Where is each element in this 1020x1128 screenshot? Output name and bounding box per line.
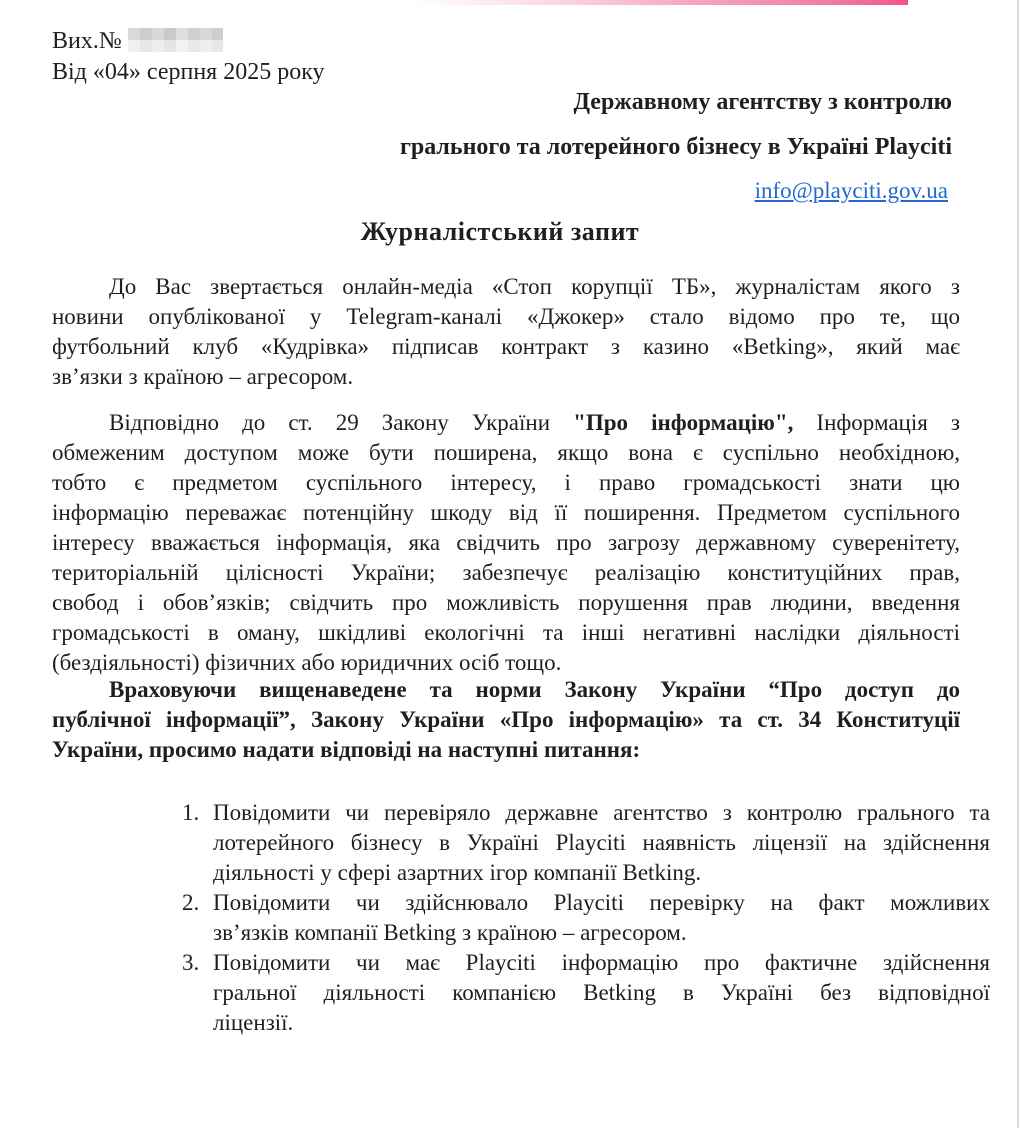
paragraph-law-first-line [52, 408, 960, 438]
question-text-2 [213, 888, 990, 948]
question-item-3 [182, 948, 990, 1038]
ref-number-line [52, 26, 223, 56]
text-line: гральної діяльності компанією Betking в Україні без відповідної [213, 980, 990, 1005]
question-number-1: 1. [182, 800, 200, 825]
text-line: України, просимо надати відповіді на наступні питання: [52, 737, 641, 762]
text-line: зв’язки з країною – агресором. [52, 364, 354, 389]
redacted-ref-number [128, 28, 223, 52]
question-text-3 [213, 948, 990, 1038]
text-line: територіальній цілісності України; забезпечує реалізацію конституційних прав, [52, 560, 960, 585]
text-line: діяльності у сфері азартних ігор компанії Betking. [213, 860, 702, 885]
text-line: інтересу вважається інформація, яка свідчить про загрозу державному суверенітету, [52, 530, 960, 555]
text-line: (бездіяльності) фізичних або юридичних осіб тощо. [52, 650, 562, 675]
question-item-2 [182, 888, 990, 948]
question-number-2: 2. [182, 890, 200, 915]
text-line: громадськості в оману, шкідливі екологічні та інші негативні наслідки діяльності [52, 620, 960, 645]
paragraph-intro [52, 272, 960, 392]
paragraph-law-rest [52, 438, 960, 678]
question-text-1 [213, 798, 990, 888]
paragraph-law-pre: Відповідно до ст. 29 Закону України [109, 410, 574, 435]
scan-right-edge-line [1017, 0, 1019, 1128]
text-line: лотерейного бізнесу в Україні Playciti наявність ліцензії на здійснення [213, 830, 990, 855]
document-title: Журналістський запит [360, 217, 640, 246]
ref-number-label: Вих.№ [52, 28, 122, 54]
text-line: публічної інформації”, Закону України «Про інформацію» та ст. 34 Конституції [52, 707, 960, 732]
text-line: обмеженим доступом може бути поширена, якщо вона є суспільно необхідною, [52, 440, 960, 465]
text-line: футбольний клуб «Кудрівка» підписав контракт з казино «Betking», який має [52, 334, 960, 359]
addressee-line-2: грального та лотерейного бізнесу в Україні Playciti [399, 134, 952, 160]
text-line: Повідомити чи здійснювало Playciti перевірку на факт можливих [213, 890, 990, 915]
text-line: Повідомити чи перевіряло державне агентство з контролю грального та [213, 800, 990, 825]
text-line: зв’язків компанії Betking з країною – агресором. [213, 920, 687, 945]
question-item-1 [182, 798, 990, 888]
email-link[interactable]: info@playciti.gov.ua [754, 178, 948, 203]
text-line: Враховуючи вищенаведене та норми Закону України “Про доступ до [109, 677, 960, 702]
paragraph-law-bold-cite: "Про інформацію", [573, 410, 794, 435]
text-line: До Вас звертається онлайн-медіа «Стоп корупції ТБ», журналістам якого з [109, 274, 960, 299]
date-line: Від «04» серпня 2025 року [52, 59, 325, 85]
paragraph-law-post: Інформація з [793, 410, 960, 435]
paragraph-request [52, 675, 960, 765]
text-line: новини опублікованої у Telegram-каналі «Джокер» стало відомо про те, що [52, 304, 960, 329]
text-line: ліцензії. [213, 1010, 294, 1035]
text-line: інформацію переважає потенційну шкоду від її поширення. Предметом суспільного [52, 500, 960, 525]
text-line: тобто є предметом суспільного інтересу, і право громадськості знати цю [52, 470, 960, 495]
text-line: Повідомити чи має Playciti інформацію про фактичне здійснення [213, 950, 990, 975]
question-number-3: 3. [182, 950, 200, 975]
addressee-block [300, 80, 952, 170]
scan-pink-edge-strip [408, 0, 908, 5]
email-line [400, 176, 948, 206]
questions-list [142, 798, 990, 1038]
text-line: свобод і обов’язків; свідчить про можливість порушення прав людини, введення [52, 590, 960, 615]
addressee-line-1: Державному агентству з контролю [573, 89, 952, 115]
